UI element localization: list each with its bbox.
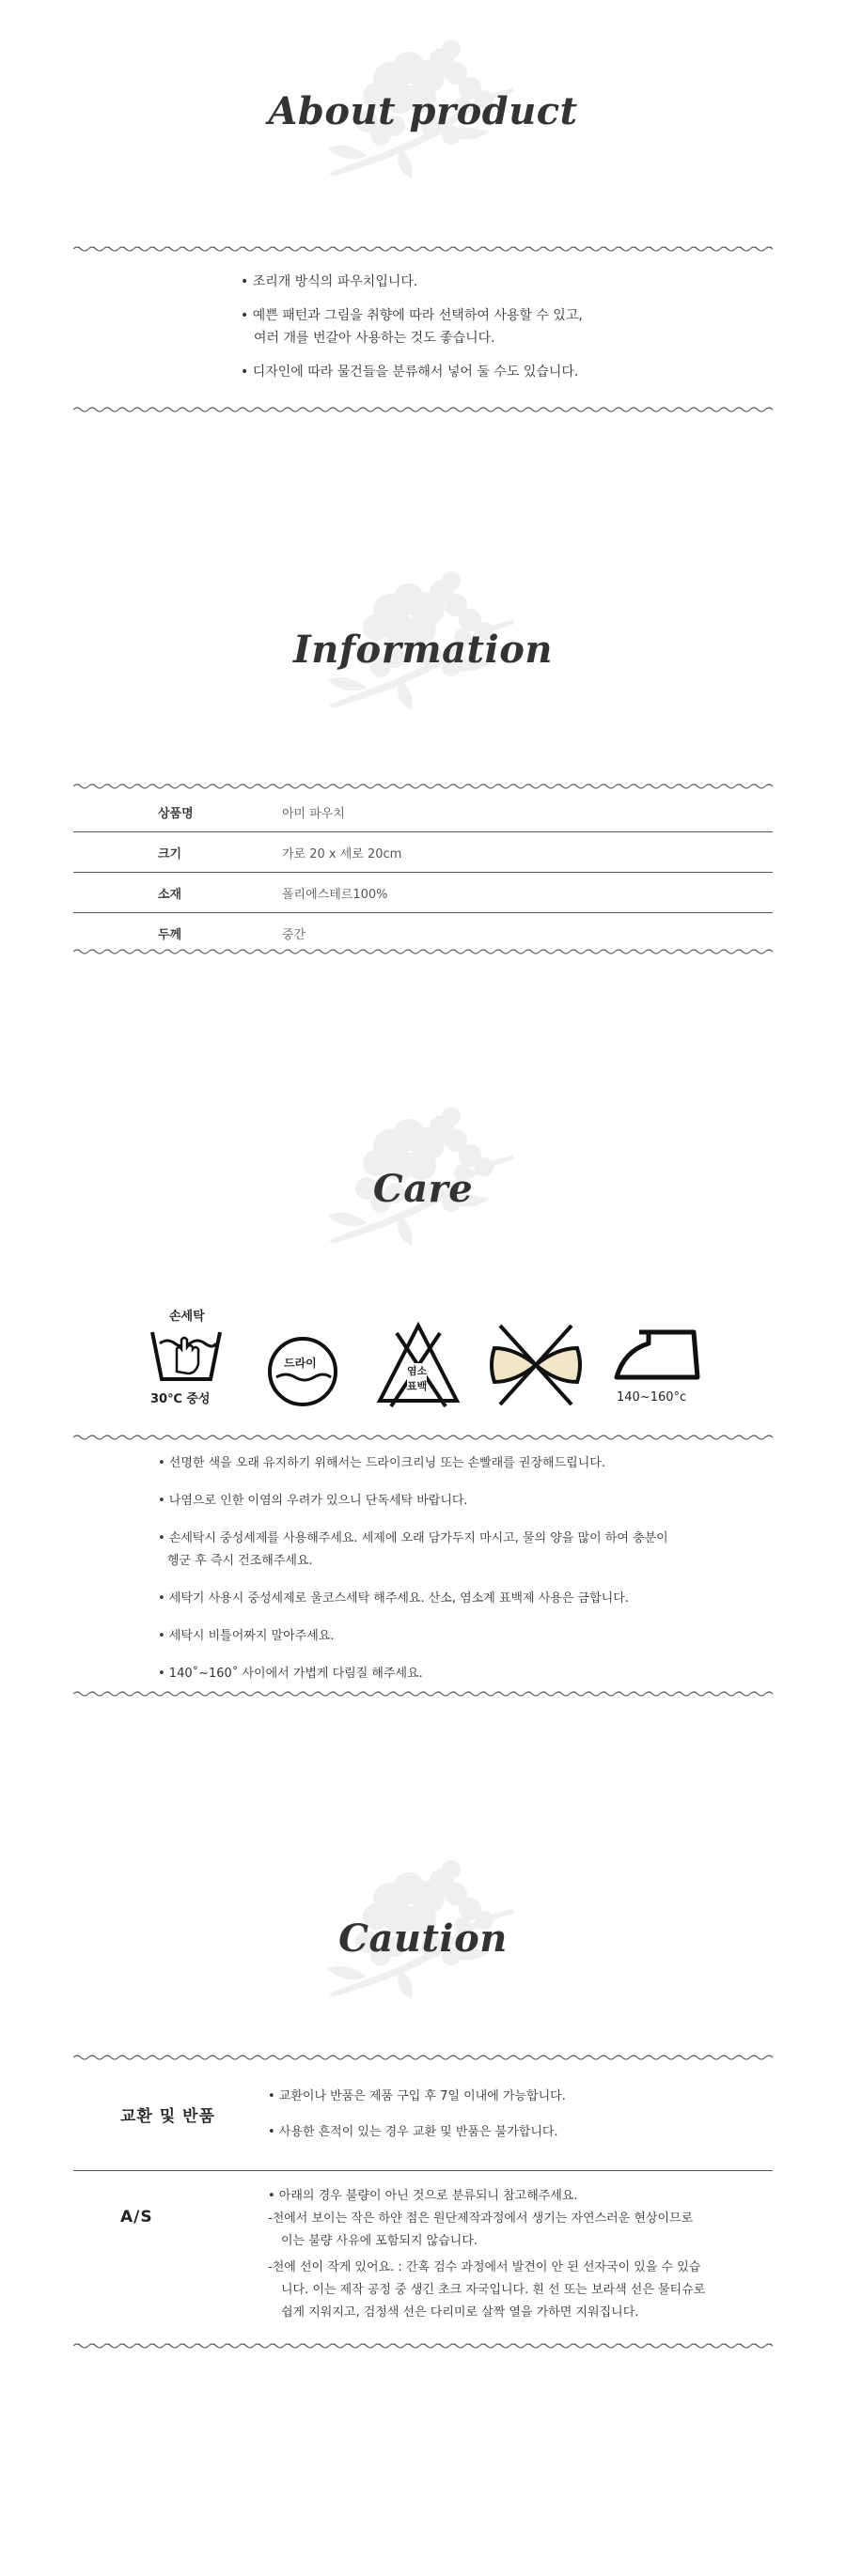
list-item: 헹군 후 즉시 건조해주세요. (167, 1554, 313, 1568)
list-item: • 디자인에 따라 물건들을 분류해서 넣어 둘 수도 있습니다. (241, 365, 579, 380)
bleach-label-2: 표백 (407, 1380, 428, 1392)
iron-icon (611, 1325, 705, 1383)
exchange-label: 교환 및 반품 (120, 2107, 215, 2126)
as-lines (268, 2185, 757, 2335)
wave-divider (73, 2053, 773, 2062)
list-item: • 세탁시 비틀어짜지 말아주세요. (158, 1629, 335, 1643)
as-label: A/S (120, 2208, 153, 2227)
info-value: 폴리에스테르100% (282, 888, 388, 902)
wave-divider (73, 947, 773, 956)
list-item: • 조리개 방식의 파우치입니다. (241, 274, 418, 289)
row-divider (73, 2170, 773, 2171)
exchange-bullets (268, 2086, 757, 2151)
list-item: • 나염으로 인한 이염의 우려가 있으니 단독세탁 바랍니다. (158, 1494, 468, 1508)
list-item: • 교환이나 반품은 제품 구입 후 7일 이내에 가능합니다. (268, 2089, 566, 2103)
list-item: • 손세탁시 중성세제를 사용해주세요. 세제에 오래 담가두지 마시고, 물의 양을 많이 하여 충분이 (158, 1531, 668, 1545)
dryclean-label: 드라이 (284, 1357, 317, 1370)
care-heading: Care (372, 1167, 474, 1211)
list-item: 쉽게 지워지고, 검정색 선은 다리미로 살짝 열을 가하면 지워집니다. (281, 2305, 639, 2320)
info-value: 아미 파우치 (282, 807, 345, 821)
list-item: 여러 개를 번갈아 사용하는 것도 좋습니다. (254, 331, 495, 346)
information-heading: Information (293, 628, 553, 672)
care-bullets (158, 1452, 741, 1687)
wave-divider (73, 2341, 773, 2351)
bleach-label-1: 염소 (407, 1365, 428, 1377)
handwash-care (141, 1306, 226, 1409)
info-label: 상품명 (158, 807, 194, 821)
list-item: • 세탁기 사용시 중성세제로 울코스세탁 해주세요. 산소, 염소계 표백제 사용은 금합니다. (158, 1591, 629, 1606)
list-item: • 140˚~160˚ 사이에서 가볍게 다림질 해주세요. (158, 1667, 423, 1681)
list-item: • 예쁜 패턴과 그림을 취향에 따라 선택하여 사용할 수 있고, (241, 308, 583, 323)
handwash-temp-label: 30℃ 중성 (150, 1392, 211, 1406)
about-heading: About product (268, 89, 578, 133)
bleach-care (376, 1320, 461, 1409)
dryclean-care (265, 1334, 340, 1409)
wave-divider (73, 1433, 773, 1442)
list-item: -천에 선이 작게 있어요. : 간혹 검수 과정에서 발견이 안 된 선자국이 있을 수 있습 (268, 2260, 701, 2274)
list-item: 니다. 이는 제작 공정 중 생긴 초크 자국입니다. 흰 선 또는 보라색 선은 물티슈로 (281, 2283, 706, 2297)
info-label: 소재 (158, 888, 182, 902)
info-label: 크기 (158, 847, 182, 861)
iron-care (611, 1325, 705, 1409)
wave-divider (73, 782, 773, 791)
table-row (73, 792, 773, 831)
info-value: 가로 20 x 세로 20cm (282, 847, 402, 861)
handwash-label: 손세탁 (169, 1310, 205, 1324)
iron-temp-label: 140~160°c (617, 1390, 687, 1404)
list-item: • 아래의 경우 불량이 아닌 것으로 분류되니 참고해주세요. (268, 2189, 578, 2203)
info-label: 두께 (158, 928, 182, 942)
about-section (0, 0, 846, 432)
table-row (73, 873, 773, 912)
care-section (0, 1052, 846, 1729)
dryclean-circle-icon (265, 1334, 340, 1409)
about-bullets (241, 271, 711, 393)
list-item: • 선명한 색을 오래 유지하기 위해서는 드라이크리닝 또는 손빨래를 권장해드립니다. (158, 1456, 605, 1470)
caution-heading: Caution (338, 1916, 508, 1961)
list-item: -천에서 보이는 작은 하얀 점은 원단제작과정에서 생기는 자연스러운 현상이므로 (268, 2211, 694, 2226)
information-section (0, 526, 846, 958)
wave-divider (73, 244, 773, 254)
table-row (73, 832, 773, 872)
info-value: 중간 (282, 928, 306, 942)
caution-section (0, 1823, 846, 2480)
handwash-tub-icon (150, 1327, 222, 1383)
wave-divider (73, 1689, 773, 1699)
list-item: 이는 불량 사유에 포함되지 않습니다. (281, 2234, 478, 2248)
no-wring-icon (487, 1320, 585, 1409)
list-item: • 사용한 흔적이 있는 경우 교환 및 반품은 불가합니다. (268, 2125, 558, 2139)
wave-divider (73, 405, 773, 414)
no-wring-care (487, 1320, 585, 1409)
